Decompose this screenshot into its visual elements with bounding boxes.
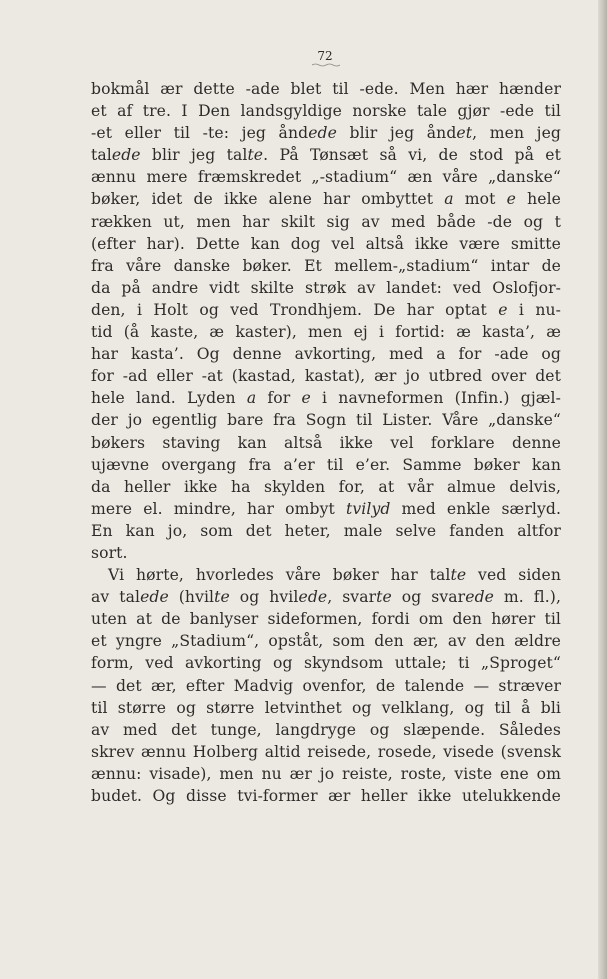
italic-run: e: [301, 389, 311, 408]
text-run: budet. Og disse tvi-former ær heller ikke utelukkende: [91, 787, 561, 805]
text-run: m. fl.),: [493, 588, 562, 607]
text-line: [91, 100, 561, 122]
text-run: tal: [91, 146, 112, 165]
text-run: ænnu: visade), men nu ær jo reiste, roste, viste ene om: [91, 764, 561, 783]
text-run: bøkers staving kan altså ikke vel forklare denne: [91, 433, 561, 452]
text-run: En kan jo, som det heter, male selve fanden altfor: [91, 521, 561, 540]
text-line: [91, 520, 561, 542]
page-edge: [598, 0, 607, 979]
text-run: (efter har). Dette kan dog vel altså ikke være smitte: [91, 234, 561, 253]
text-line: [91, 211, 561, 233]
italic-run: te: [247, 146, 264, 165]
text-line: [91, 675, 561, 697]
text-run: tid (å kaste, æ kaster), men ej i fortid: æ kasta’, æ: [91, 323, 561, 342]
text-line: [91, 387, 561, 409]
text-run: bøker, idet de ikke alene har ombyttet: [91, 190, 445, 209]
text-line: [91, 564, 561, 586]
text-line: [91, 166, 561, 188]
text-line: [91, 233, 561, 255]
text-run: da på andre vidt skilte strøk av landet: ved Oslofjor-: [91, 278, 561, 297]
italic-run: ede: [111, 146, 141, 165]
text-run: bokmål ær dette -ade blet til -ede. Men hær hænder: [91, 80, 561, 98]
text-run: og svar: [391, 588, 466, 607]
text-run: har kasta’. Og denne avkorting, med a for -ade og: [91, 345, 561, 364]
text-run: der jo egentlig bare fra Sogn til Lister. Våre „danske“: [91, 411, 561, 430]
text-run: i navneformen (Infin.) gjæl-: [310, 389, 562, 408]
italic-run: te: [376, 588, 392, 607]
page-number: 72: [317, 49, 333, 63]
text-run: rækken ut, men har skilt sig av med både -de og t: [91, 212, 561, 231]
text-line: [91, 277, 561, 299]
text-line: [91, 343, 561, 365]
text-run: blir jeg ånd: [336, 124, 457, 143]
italic-run: a: [246, 389, 257, 408]
text-run: . På Tønsæt så vi, de stod på et: [263, 146, 561, 165]
text-run: blir jeg tal: [140, 146, 248, 165]
text-run: et af tre. I Den landsgyldige norske tale gjør -ede til: [91, 102, 561, 121]
text-line: [91, 586, 561, 608]
italic-run: ede: [465, 588, 494, 607]
text-run: sort.: [91, 543, 128, 562]
text-line: [91, 432, 561, 454]
text-line: [91, 122, 561, 144]
text-run: mot: [453, 190, 507, 209]
text-run: et yngre „Stadium“, opståt, som den ær, av den ældre: [91, 632, 561, 651]
text-line: [91, 365, 561, 387]
text-line: [91, 476, 561, 498]
text-run: av tal: [91, 588, 141, 607]
text-run: til større og større letvinthet og velklang, og til å bli: [91, 698, 561, 717]
italic-run: e: [506, 190, 516, 209]
text-run: ved siden: [466, 566, 561, 585]
text-line: [91, 542, 561, 564]
text-line: [91, 741, 561, 763]
text-line: [91, 255, 561, 277]
text-line: [91, 608, 561, 630]
italic-run: tvilyd: [346, 499, 391, 518]
text-line: [91, 321, 561, 343]
text-line: [91, 188, 561, 210]
text-run: og hvil: [229, 588, 299, 607]
italic-run: e: [498, 300, 508, 319]
text-run: form, ved avkorting og skyndsom uttale; ti „Sproget“: [91, 654, 561, 673]
text-run: hele land. Lyden: [91, 389, 247, 408]
text-line: [91, 697, 561, 719]
italic-run: te: [450, 566, 467, 585]
text-line: [91, 299, 561, 321]
italic-run: ede: [308, 124, 337, 143]
text-line: [91, 652, 561, 674]
text-run: fra våre danske bøker. Et mellem-„stadium“ intar de: [91, 256, 561, 275]
text-run: ujævne overgang fra a’er til e’er. Samme bøker kan: [91, 455, 561, 474]
text-run: — det ær, efter Madvig ovenfor, de talende — stræver: [91, 676, 561, 695]
text-line: [91, 454, 561, 476]
text-run: med enkle særlyd.: [390, 499, 562, 518]
text-run: den, i Holt og ved Trondhjem. De har optat: [91, 300, 499, 319]
body-text: [91, 78, 561, 807]
text-line: [91, 498, 561, 520]
text-run: for -ad eller -at (kastad, kastat), ær jo utbred over det: [91, 367, 561, 386]
text-line: [91, 630, 561, 652]
text-run: , men jeg: [472, 124, 561, 143]
text-run: -et eller til -te: jeg ånd: [91, 124, 309, 143]
text-run: uten at de banlyser sideformen, fordi om den hører til: [91, 610, 561, 629]
text-line: [91, 78, 561, 100]
text-run: mere el. mindre, har ombyt: [91, 499, 346, 518]
text-run: i nu-: [507, 300, 562, 319]
text-run: av med det tunge, langdryge og slæpende. Således: [91, 720, 561, 739]
text-run: (hvil: [168, 588, 215, 607]
text-line: [91, 763, 561, 785]
text-run: for: [256, 389, 302, 408]
text-run: , svar: [327, 588, 377, 607]
italic-run: ede: [140, 588, 169, 607]
text-run: ænnu mere fræmskredet „-stadium“ æn våre „danske“: [91, 168, 561, 187]
text-line: [91, 144, 561, 166]
text-line: [91, 785, 561, 807]
italic-run: te: [214, 588, 230, 607]
italic-run: ede: [298, 588, 328, 607]
italic-run: et: [456, 124, 473, 143]
text-run: hele: [515, 190, 562, 209]
italic-run: a: [444, 190, 454, 209]
text-line: [91, 409, 561, 431]
text-line: [91, 719, 561, 741]
text-run: da heller ikke ha skylden for, at vår almue delvis,: [91, 477, 561, 496]
text-run: Vi hørte, hvorledes våre bøker har tal: [108, 566, 451, 585]
text-run: skrev ænnu Holberg altid reisede, rosede, visede (svensk: [91, 742, 561, 761]
page-number-ornament: [312, 63, 340, 67]
